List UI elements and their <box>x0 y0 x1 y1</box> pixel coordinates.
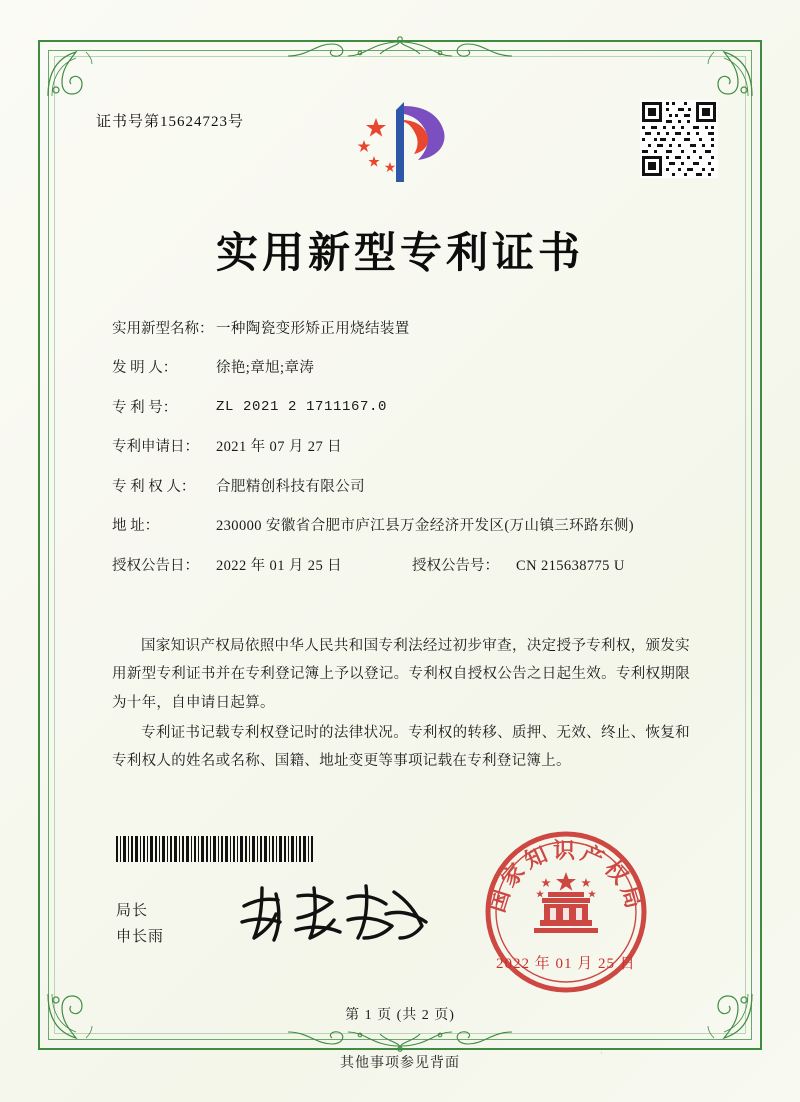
grant-number-label: 授权公告号： <box>412 557 499 574</box>
field-label: 专利申请日： <box>112 439 199 456</box>
body-text <box>112 632 690 777</box>
field-value: 合肥精创科技有限公司 <box>216 478 365 495</box>
field-address <box>112 515 702 537</box>
footer-note: 其他事项参见背面 <box>340 1056 460 1071</box>
page-title: 实用新型专利证书 <box>215 228 584 277</box>
field-label: 发 明 人： <box>112 360 178 377</box>
signature-name: 申长雨 <box>116 929 165 946</box>
corner-ornament-icon <box>42 44 100 102</box>
grant-date-label: 授权公告日： <box>112 557 199 574</box>
field-utility-model-name <box>112 318 702 340</box>
seal-date: 2022 年 01 月 25 日 <box>496 956 636 972</box>
field-label: 地 址： <box>112 518 160 535</box>
certificate-number: 证书号第15624723号 <box>96 114 245 130</box>
field-label: 实用新型名称： <box>112 321 214 337</box>
field-patentee <box>112 476 702 498</box>
top-ornament-icon <box>288 36 512 62</box>
field-value: ZL 2021 2 1711167.0 <box>216 398 388 415</box>
qr-code <box>640 100 718 178</box>
field-patent-number <box>112 397 702 419</box>
svg-text:国家知识产权局: 国家知识产权局 <box>483 838 649 916</box>
field-value: 一种陶瓷变形矫正用烧结装置 <box>216 321 410 337</box>
field-value: 2021 年 07 月 27 日 <box>216 439 343 456</box>
field-label: 专 利 权 人： <box>112 478 196 495</box>
corner-ornament-icon <box>700 44 758 102</box>
field-value: 230000 安徽省合肥市庐江县万金经济开发区(万山镇三环路东侧) <box>216 518 634 535</box>
bottom-ornament-icon <box>288 1026 512 1052</box>
print-mark: · <box>600 1048 603 1058</box>
field-application-date <box>112 436 702 458</box>
field-grant-row <box>112 555 702 577</box>
handwritten-signature-icon <box>236 880 436 950</box>
field-label: 专 利 号： <box>112 399 178 416</box>
grant-number-value: CN 215638775 U <box>516 557 625 574</box>
page-number: 第 1 页 (共 2 页) <box>345 1008 455 1023</box>
barcode <box>116 836 316 862</box>
field-value: 徐艳;章旭;章涛 <box>216 360 315 377</box>
signature-block <box>116 898 164 951</box>
signature-role: 局长 <box>116 903 149 919</box>
field-list <box>112 318 702 591</box>
cnipa-logo-icon <box>352 100 462 186</box>
grant-date-value: 2022 年 01 月 25 日 <box>216 557 343 574</box>
paragraph: 国家知识产权局依照中华人民共和国专利法经过初步审查，决定授予专利权，颁发实用新型专利证书并在专利登记簿上予以登记。专利权自授权公告之日起生效。专利权期限为十年，自申请日起算。 <box>112 638 690 711</box>
paragraph: 专利证书记载专利权登记时的法律状况。专利权的转移、质押、无效、终止、恢复和专利权人的姓名或名称、国籍、地址变更等事项记载在专利登记簿上。 <box>112 724 690 770</box>
field-inventors <box>112 357 702 379</box>
